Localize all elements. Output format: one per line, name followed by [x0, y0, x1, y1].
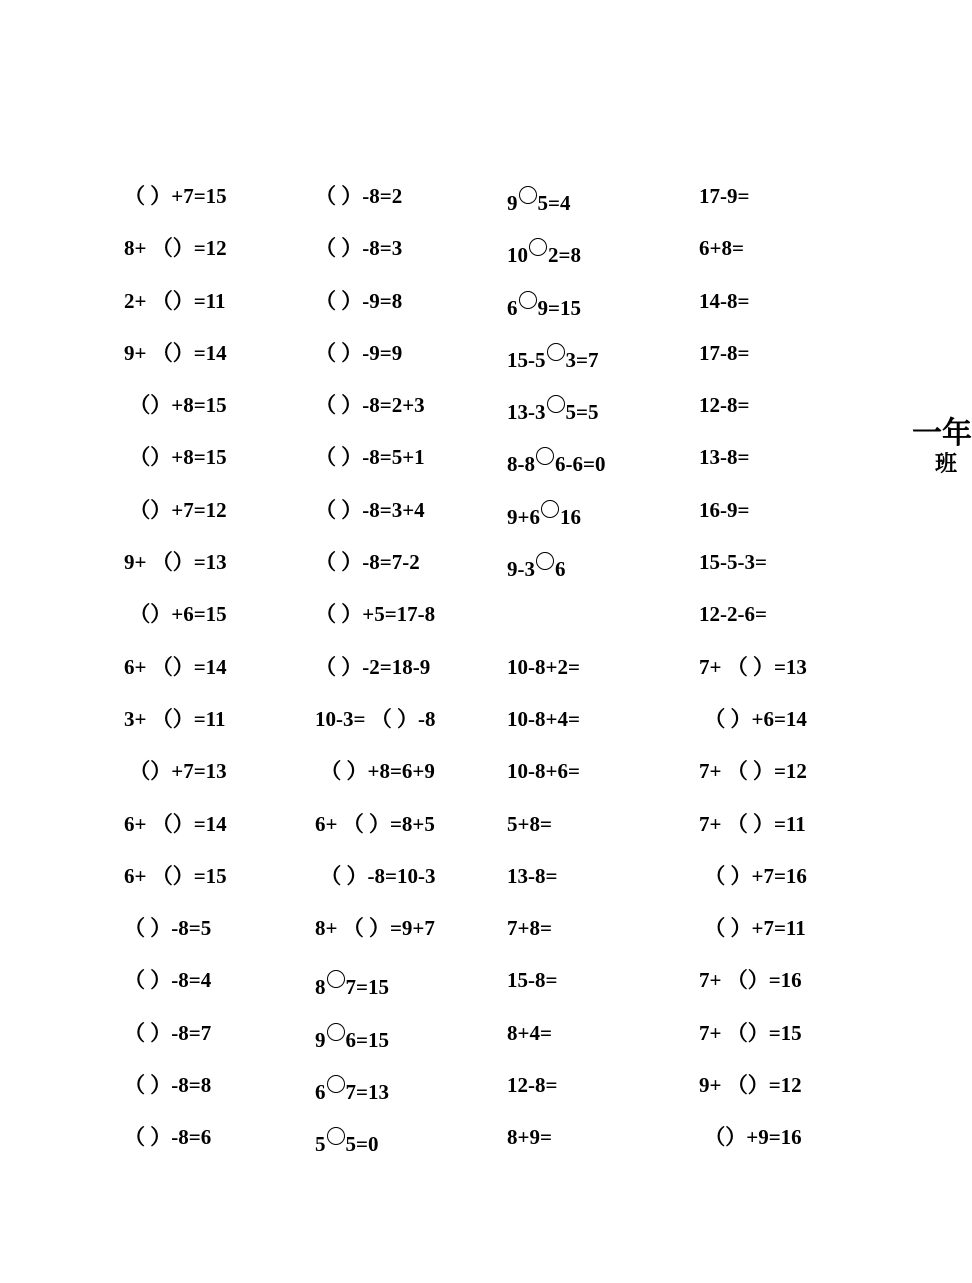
- cut-off-header-text: 一年: [912, 416, 972, 451]
- math-problem: 8+4=: [507, 1020, 552, 1045]
- math-problem: （）+6=15: [124, 602, 227, 627]
- math-problem: （ ）-8=2: [315, 184, 403, 208]
- math-problem: 3+ （）=11: [124, 706, 226, 731]
- problem-right: 7=13: [345, 1080, 389, 1105]
- math-problem: 7+8=: [507, 916, 552, 941]
- problem-right: 3=7: [565, 347, 599, 372]
- math-problem: （ ）-8=6: [124, 1125, 212, 1150]
- circle-blank-icon: [519, 291, 537, 309]
- circle-blank-icon: [547, 395, 565, 413]
- math-problem: （ ）+7=15: [124, 184, 227, 208]
- math-problem: 10-8+6=: [507, 759, 580, 784]
- math-problem: [315, 1017, 505, 1069]
- math-problem: （ ）-8=7-2: [315, 550, 420, 575]
- problem-right: 5=5: [565, 400, 599, 425]
- problem-right: 7=15: [345, 975, 389, 1000]
- circle-blank-icon: [529, 238, 547, 256]
- math-problem: 16-9=: [699, 497, 750, 522]
- math-problem: 5+8=: [507, 811, 552, 836]
- problem-right: 5=4: [537, 191, 571, 215]
- math-problem: （）+9=16: [699, 1125, 802, 1150]
- math-problem: （）+8=15: [124, 445, 227, 470]
- problem-left: 15-5: [507, 347, 546, 372]
- problem-left: 5: [315, 1132, 326, 1157]
- math-problem: 7+ （ ）=11: [699, 811, 806, 836]
- math-problem: 9+ （）=14: [124, 340, 227, 365]
- problem-right: 6: [555, 557, 566, 582]
- math-problem: [315, 1069, 505, 1121]
- circle-blank-icon: [327, 1023, 345, 1041]
- problem-left: 13-3: [507, 400, 546, 425]
- math-problem: 6+ （）=14: [124, 654, 227, 679]
- math-problem: 2+ （）=11: [124, 288, 226, 313]
- math-problem: （）+7=12: [124, 497, 227, 522]
- math-problem: 12-8=: [507, 1073, 558, 1098]
- column-2: [315, 180, 505, 1174]
- math-problem: 8+9=: [507, 1125, 552, 1150]
- circle-blank-icon: [536, 552, 554, 570]
- math-problem: 13-8=: [507, 863, 558, 888]
- math-problem: 9+ （）=12: [699, 1073, 802, 1098]
- math-problem: （ ）-2=18-9: [315, 654, 431, 679]
- cut-off-class-label: 班: [935, 452, 958, 477]
- math-problem: 12-8=: [699, 393, 750, 418]
- math-problem: [315, 964, 505, 1016]
- math-problem: 6+ （）=15: [124, 863, 227, 888]
- math-problem: [507, 546, 697, 598]
- problem-right: 2=8: [548, 243, 581, 268]
- math-problem: [507, 494, 697, 546]
- math-problem: （ ）-9=8: [315, 288, 403, 313]
- math-problem: 7+ （ ）=12: [699, 759, 807, 784]
- math-problem: （ ）+7=11: [699, 916, 806, 941]
- math-problem: （ ）-8=7: [124, 1020, 212, 1045]
- problem-right: 6-6=0: [555, 452, 606, 477]
- math-problem: 6+8=: [699, 236, 744, 261]
- math-problem: （ ）-8=2+3: [315, 393, 425, 418]
- problem-left: 9+6: [507, 504, 540, 529]
- math-problem: 10-8+2=: [507, 654, 580, 679]
- math-problem: （ ）+8=6+9: [315, 759, 435, 784]
- math-problem: （ ）-8=10-3: [315, 863, 436, 888]
- problem-left: 10: [507, 243, 528, 268]
- problem-right: 6=15: [345, 1027, 389, 1052]
- math-problem: [507, 232, 697, 284]
- column-1: [124, 180, 314, 1174]
- math-problem: [507, 285, 697, 337]
- math-problem: 7+ （ ）=13: [699, 654, 807, 679]
- math-problem: 14-8=: [699, 288, 750, 313]
- math-problem: 7+ （）=15: [699, 1020, 802, 1045]
- math-problem: （）+8=15: [124, 393, 227, 418]
- circle-blank-icon: [536, 447, 554, 465]
- math-problem: [507, 389, 697, 441]
- math-problem: 13-8=: [699, 445, 750, 470]
- math-problem: 15-5-3=: [699, 550, 767, 575]
- math-problem: （ ）-8=8: [124, 1073, 212, 1098]
- problem-left: 8: [315, 975, 326, 1000]
- problem-left: 9: [507, 191, 518, 215]
- math-problem: （ ）-9=9: [315, 340, 403, 365]
- math-problem: 17-8=: [699, 340, 750, 365]
- math-problem: （ ）-8=3+4: [315, 497, 425, 522]
- column-4: [699, 180, 889, 1174]
- math-problem: （ ）-8=5+1: [315, 445, 425, 470]
- problem-left: 6: [315, 1080, 326, 1105]
- math-problem: 6+ （）=14: [124, 811, 227, 836]
- problem-left: 9-3: [507, 557, 535, 582]
- math-problem: （ ）-8=5: [124, 916, 212, 941]
- math-problem: [507, 337, 697, 389]
- problem-left: 6: [507, 295, 518, 320]
- math-problem: 8+ （）=12: [124, 236, 227, 261]
- math-problem: 12-2-6=: [699, 602, 767, 627]
- math-problem: 6+ （ ）=8+5: [315, 811, 435, 836]
- math-problem: [507, 180, 697, 232]
- problem-right: 5=0: [345, 1132, 379, 1157]
- circle-blank-icon: [519, 186, 537, 204]
- math-problem: 9+ （）=13: [124, 550, 227, 575]
- circle-blank-icon: [327, 1075, 345, 1093]
- math-problem: （ ）-8=3: [315, 236, 403, 261]
- math-problem: 15-8=: [507, 968, 558, 993]
- circle-blank-icon: [327, 970, 345, 988]
- problem-left: 9: [315, 1027, 326, 1052]
- circle-blank-icon: [541, 500, 559, 518]
- math-problem: （ ）+6=14: [699, 706, 807, 731]
- circle-blank-icon: [327, 1127, 345, 1145]
- math-problem: 10-8+4=: [507, 706, 580, 731]
- problem-left: 8-8: [507, 452, 535, 477]
- math-problem: 8+ （ ）=9+7: [315, 916, 435, 941]
- math-problem: [315, 1121, 505, 1173]
- math-problem: （ ）-8=4: [124, 968, 212, 993]
- math-problem: （）+7=13: [124, 759, 227, 784]
- math-problem: （ ）+7=16: [699, 863, 807, 888]
- math-problem: （ ）+5=17-8: [315, 602, 436, 627]
- math-problem: [507, 598, 697, 650]
- math-problem: 10-3= （ ）-8: [315, 706, 436, 731]
- math-problem: [507, 441, 697, 493]
- problem-right: 9=15: [537, 295, 581, 320]
- math-problem: 17-9=: [699, 184, 750, 208]
- circle-blank-icon: [547, 343, 565, 361]
- problem-right: 16: [559, 504, 581, 529]
- math-problem: 7+ （）=16: [699, 968, 802, 993]
- column-3: [507, 180, 697, 1174]
